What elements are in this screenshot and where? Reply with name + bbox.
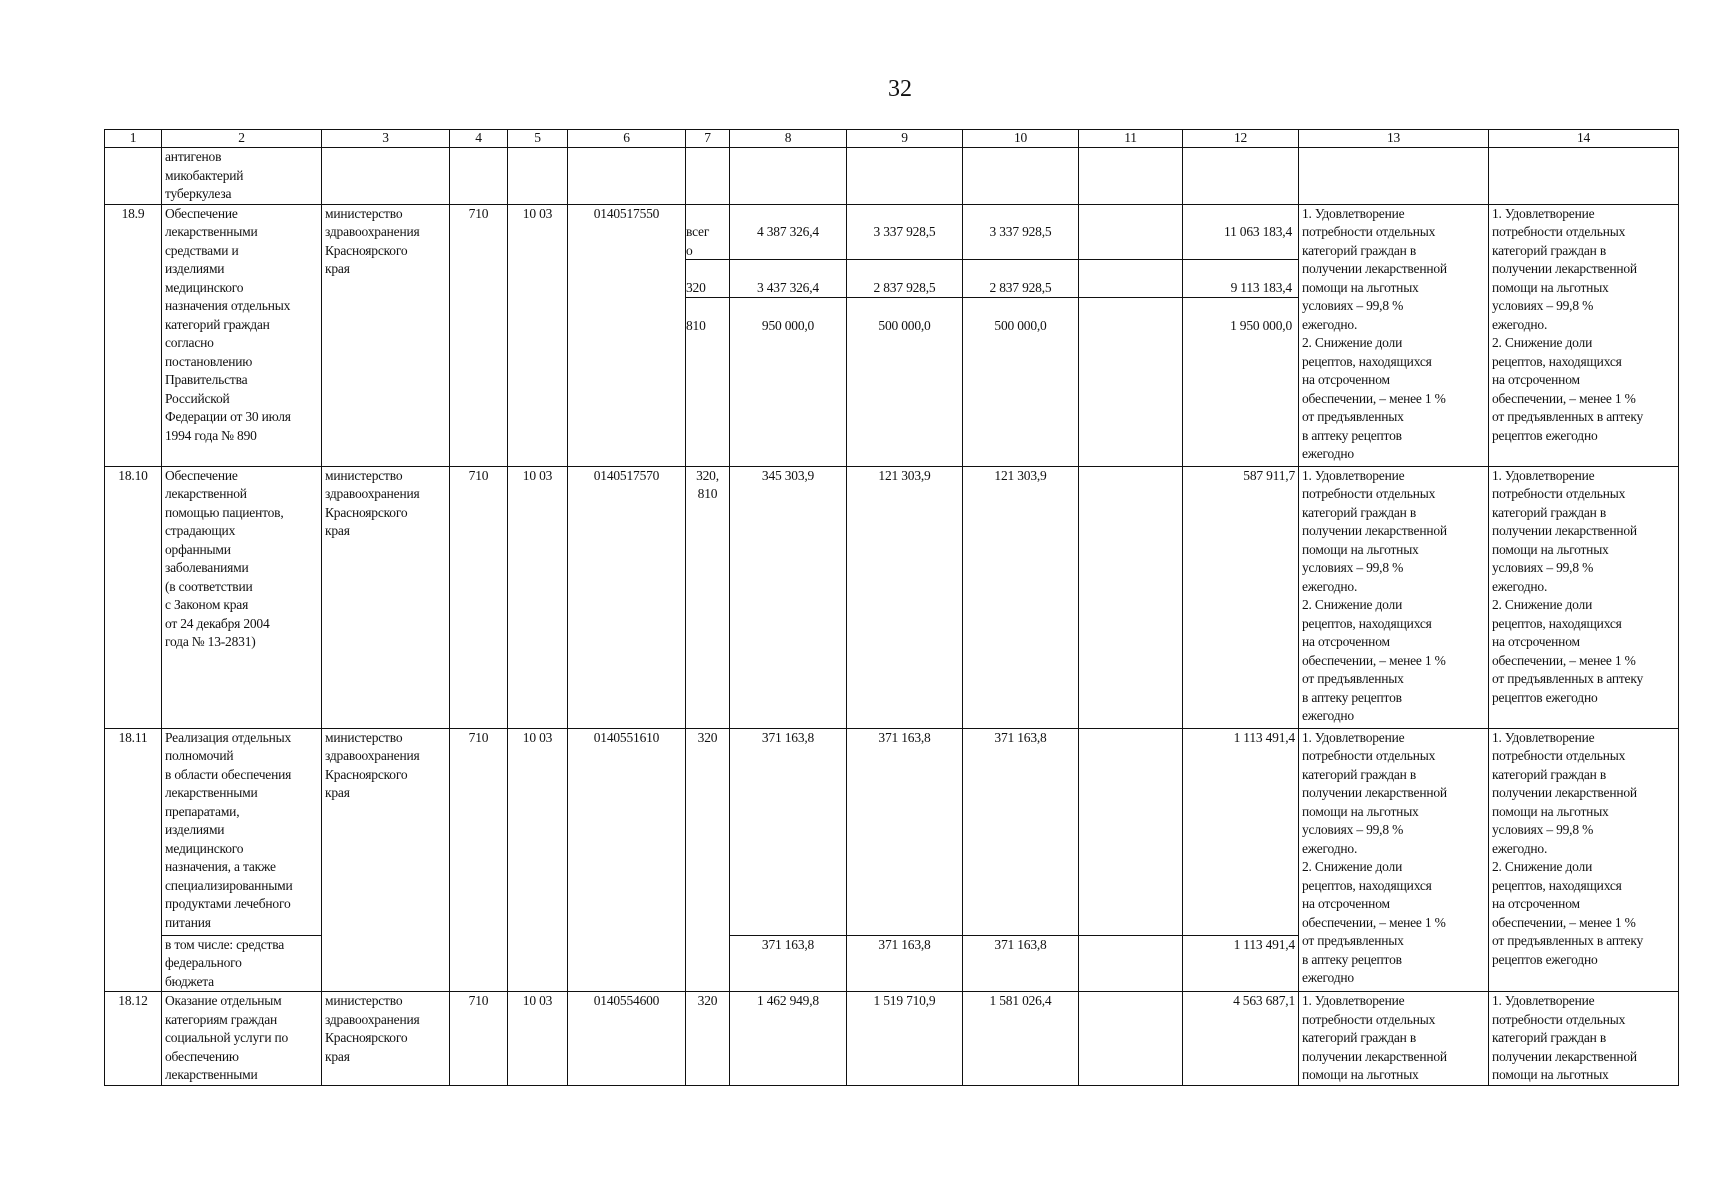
- grbs-code: 710: [450, 466, 508, 728]
- expense-type-810: 810: [686, 317, 706, 333]
- activity-name: Оказание отдельным категориям граждан социальной услуги по обеспечению лекарственными: [162, 992, 322, 1086]
- carryover-name: антигенов микобактерий туберкулеза: [162, 148, 322, 205]
- page-number: 32: [888, 76, 912, 102]
- year1-amount: 1 462 949,8: [730, 992, 847, 1086]
- executor: министерство здравоохранения Красноярского края: [322, 466, 450, 728]
- col11-cell: [1079, 204, 1183, 466]
- carryover-cell: [963, 148, 1079, 205]
- col-header-4: 4: [450, 130, 508, 148]
- expense-type: 320: [686, 992, 730, 1086]
- federal-budget-label: в том числе: средства федерального бюджета: [162, 935, 322, 992]
- carryover-row: [105, 148, 1679, 205]
- table-row-18-12: [105, 992, 1679, 1086]
- activity-name: Обеспечение лекарственной помощью пациентов, страдающих орфанными заболеваниями (в соответствии с Законом края от 24 декабря 2004 года № 13-2831): [162, 466, 322, 728]
- activity-name: Обеспечение лекарственными средствами и изделиями медицинского назначения отдельных категорий граждан согласно постановлению Правительства Российской Федерации от 30 июля 1994 года № 890: [162, 204, 322, 466]
- expected-result-2: 1. Удовлетворение потребности отдельных категорий граждан в получении лекарственной помощи на льготных условиях – 99,8 % ежегодно. 2. Снижение доли рецептов, находящихся на отсроченном обеспечении, – менее 1 % от предъявленных в аптеку рецептов ежегодно: [1489, 466, 1679, 728]
- year1-cell: [730, 204, 847, 466]
- carryover-cell: [1183, 148, 1299, 205]
- executor: министерство здравоохранения Красноярского края: [322, 204, 450, 466]
- carryover-cell: [1299, 148, 1489, 205]
- carryover-cell: [450, 148, 508, 205]
- year3-amount: 121 303,9: [963, 466, 1079, 728]
- grbs-code: 710: [450, 992, 508, 1086]
- col-header-13: 13: [1299, 130, 1489, 148]
- activity-name: Реализация отдельных полномочий в области обеспечения лекарственными препаратами, изделиями медицинского назначения, а также специализированными продуктами лечебного питания: [162, 728, 322, 935]
- year2-amount: 121 303,9: [847, 466, 963, 728]
- expected-result: 1. Удовлетворение потребности отдельных категорий граждан в получении лекарственной помощи на льготных: [1299, 992, 1489, 1086]
- col11-cell: [1079, 728, 1183, 935]
- year2-amount: 371 163,8: [847, 728, 963, 935]
- target-code: 0140551610: [568, 728, 686, 992]
- carryover-cell: [730, 148, 847, 205]
- executor: министерство здравоохранения Красноярского края: [322, 992, 450, 1086]
- table-row-18-10: [105, 466, 1679, 728]
- carryover-cell: [686, 148, 730, 205]
- total-amount: 4 563 687,1: [1183, 992, 1299, 1086]
- table-row-18-9: [105, 204, 1679, 466]
- col11-cell: [1079, 935, 1183, 992]
- year3-amount: 1 581 026,4: [963, 992, 1079, 1086]
- total-all: 11 063 183,4: [1183, 223, 1298, 260]
- expense-type-total: всег о: [686, 223, 729, 260]
- col11-cell: [1079, 466, 1183, 728]
- year1-810: 950 000,0: [761, 317, 815, 333]
- col-header-5: 5: [508, 130, 568, 148]
- program-activities-table: [104, 129, 1679, 1086]
- expected-result: 1. Удовлетворение потребности отдельных категорий граждан в получении лекарственной помощи на льготных условиях – 99,8 % ежегодно. 2. Снижение доли рецептов, находящихся на отсроченном обеспечении, – менее 1 % от предъявленных в аптеку рецептов ежегодно: [1299, 466, 1489, 728]
- carryover-num: [105, 148, 162, 205]
- year3-810: 500 000,0: [994, 317, 1047, 333]
- carryover-cell: [508, 148, 568, 205]
- col-header-9: 9: [847, 130, 963, 148]
- year2-320: 2 837 928,5: [847, 279, 962, 299]
- year2-810: 500 000,0: [878, 317, 931, 333]
- year1-amount: 371 163,8: [730, 728, 847, 935]
- year3-320: 2 837 928,5: [963, 279, 1078, 299]
- target-code: 0140517570: [568, 466, 686, 728]
- section-code: 10 03: [508, 728, 568, 992]
- expected-result-2: 1. Удовлетворение потребности отдельных категорий граждан в получении лекарственной помощи на льготных условиях – 99,8 % ежегодно. 2. Снижение доли рецептов, находящихся на отсроченном обеспечении, – менее 1 % от предъявленных в аптеку рецептов ежегодно: [1489, 728, 1679, 992]
- row-number: 18.11: [105, 728, 162, 992]
- target-code: 0140517550: [568, 204, 686, 466]
- year2-total: 3 337 928,5: [847, 223, 962, 260]
- row-number: 18.12: [105, 992, 162, 1086]
- row-number: 18.9: [105, 204, 162, 466]
- total-810: 1 950 000,0: [1230, 317, 1292, 333]
- year3-total: 3 337 928,5: [963, 223, 1078, 260]
- expected-result-2: 1. Удовлетворение потребности отдельных категорий граждан в получении лекарственной помощи на льготных: [1489, 992, 1679, 1086]
- col11-cell: [1079, 992, 1183, 1086]
- expected-result: 1. Удовлетворение потребности отдельных категорий граждан в получении лекарственной помощи на льготных условиях – 99,8 % ежегодно. 2. Снижение доли рецептов, находящихся на отсроченном обеспечении, – менее 1 % от предъявленных в аптеку рецептов ежегодно: [1299, 728, 1489, 992]
- expected-result-2: 1. Удовлетворение потребности отдельных категорий граждан в получении лекарственной помощи на льготных условиях – 99,8 % ежегодно. 2. Снижение доли рецептов, находящихся на отсроченном обеспечении, – менее 1 % от предъявленных в аптеку рецептов ежегодно: [1489, 204, 1679, 466]
- col-header-11: 11: [1079, 130, 1183, 148]
- row-number: 18.10: [105, 466, 162, 728]
- carryover-cell: [322, 148, 450, 205]
- expected-result: 1. Удовлетворение потребности отдельных категорий граждан в получении лекарственной помощи на льготных условиях – 99,8 % ежегодно. 2. Снижение доли рецептов, находящихся на отсроченном обеспечении, – менее 1 % от предъявленных в аптеку рецептов ежегодно: [1299, 204, 1489, 466]
- total-amount: 1 113 491,4: [1183, 728, 1299, 935]
- federal-year1: 371 163,8: [730, 935, 847, 992]
- federal-year2: 371 163,8: [847, 935, 963, 992]
- carryover-cell: [847, 148, 963, 205]
- grbs-code: 710: [450, 728, 508, 992]
- col11-total: [1079, 223, 1182, 260]
- year1-amount: 345 303,9: [730, 466, 847, 728]
- year3-cell: [963, 204, 1079, 466]
- total-amount: 587 911,7: [1183, 466, 1299, 728]
- grbs-code: 710: [450, 204, 508, 466]
- col-header-12: 12: [1183, 130, 1299, 148]
- total-320: 9 113 183,4: [1183, 279, 1298, 299]
- section-code: 10 03: [508, 204, 568, 466]
- col-header-1: 1: [105, 130, 162, 148]
- column-number-row: [105, 130, 1679, 148]
- section-code: 10 03: [508, 992, 568, 1086]
- executor: министерство здравоохранения Красноярского края: [322, 728, 450, 992]
- col-header-2: 2: [162, 130, 322, 148]
- carryover-cell: [1489, 148, 1679, 205]
- year1-320: 3 437 326,4: [730, 279, 846, 299]
- section-code: 10 03: [508, 466, 568, 728]
- expense-type-320: 320: [686, 279, 729, 299]
- federal-total: 1 113 491,4: [1183, 935, 1299, 992]
- expense-type: 320: [686, 728, 730, 992]
- col11-320: [1079, 279, 1182, 298]
- col-header-6: 6: [568, 130, 686, 148]
- col-header-14: 14: [1489, 130, 1679, 148]
- year2-amount: 1 519 710,9: [847, 992, 963, 1086]
- expense-type: 320, 810: [686, 466, 730, 728]
- federal-year3: 371 163,8: [963, 935, 1079, 992]
- col-header-8: 8: [730, 130, 847, 148]
- target-code: 0140554600: [568, 992, 686, 1086]
- col-header-10: 10: [963, 130, 1079, 148]
- year2-cell: [847, 204, 963, 466]
- year1-total: 4 387 326,4: [730, 223, 846, 260]
- col-header-7: 7: [686, 130, 730, 148]
- col-header-3: 3: [322, 130, 450, 148]
- table-row-18-11: [105, 728, 1679, 935]
- total-cell: [1183, 204, 1299, 466]
- carryover-cell: [1079, 148, 1183, 205]
- carryover-cell: [568, 148, 686, 205]
- year3-amount: 371 163,8: [963, 728, 1079, 935]
- expense-type-cell: [686, 204, 730, 466]
